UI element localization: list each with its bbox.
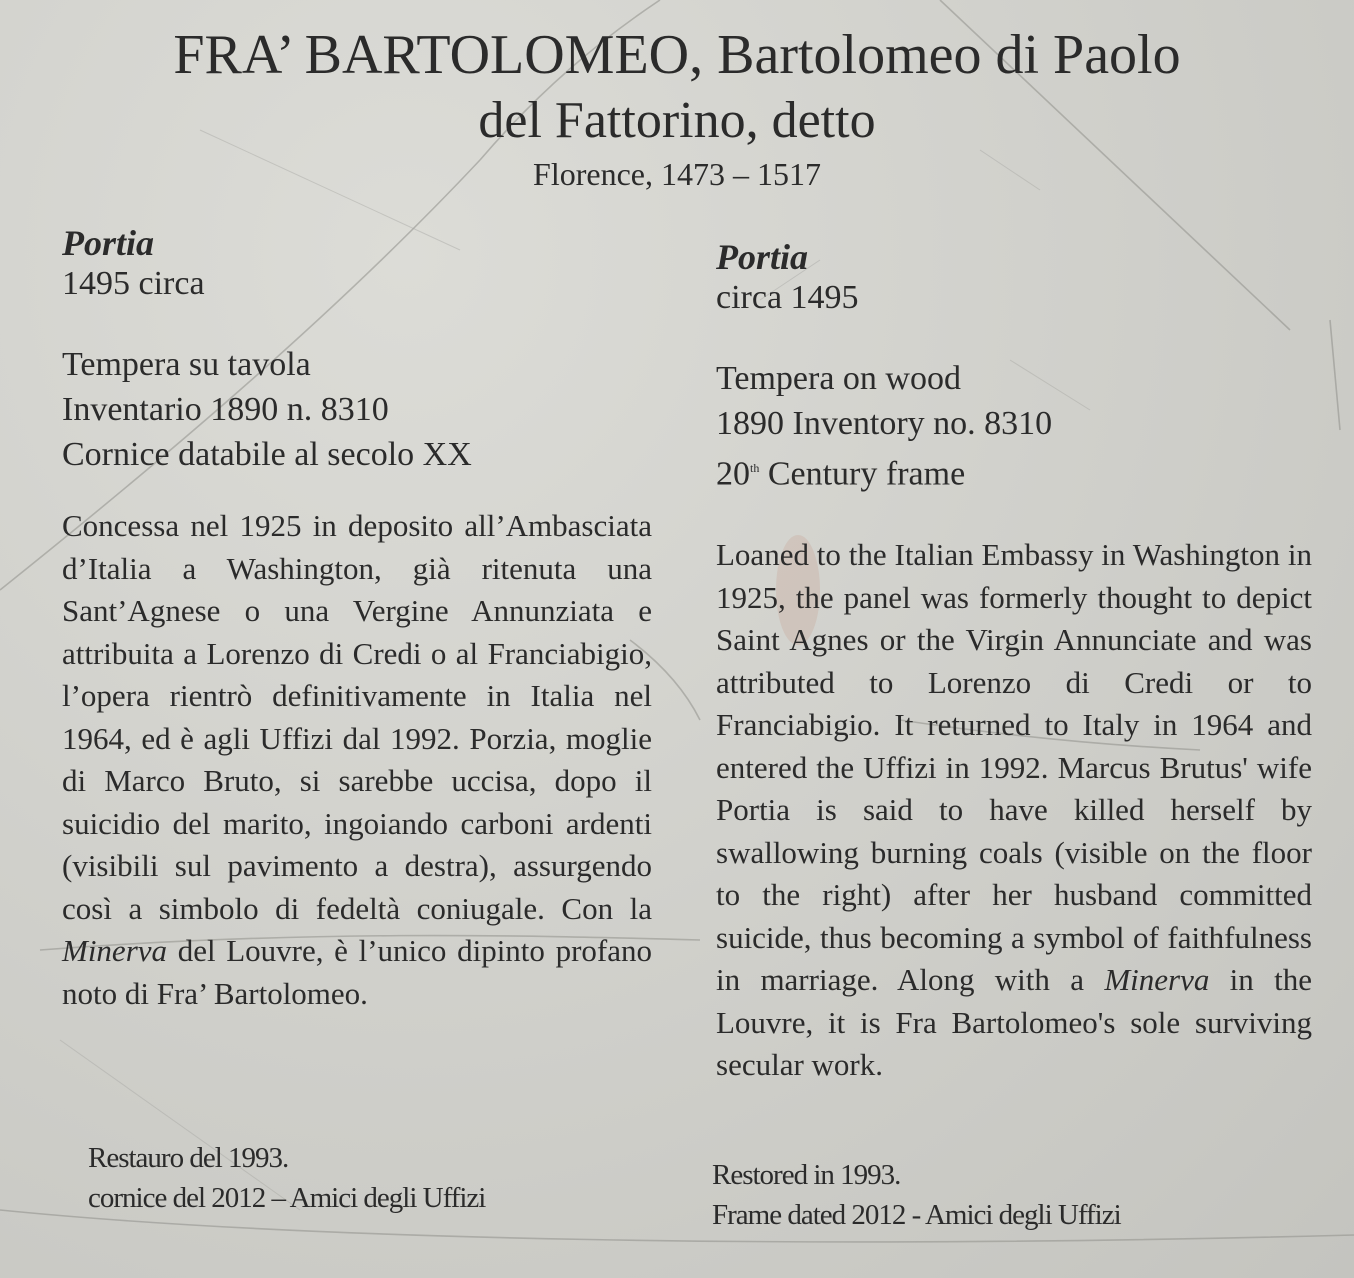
artist-name-rest: , Bartolomeo di Paolo <box>689 24 1181 86</box>
inventory-en: 1890 Inventory no. 8310 <box>716 405 1053 442</box>
description-en-part2: in the Louvre, it is Fra Bartolomeo's sole surviving secular work. <box>716 962 1312 1083</box>
frame-it: Cornice databile al secolo XX <box>62 436 472 473</box>
artist-birthplace-dates: Florence, 1473 – 1517 <box>533 156 821 192</box>
medium-it: Tempera su tavola <box>62 346 311 383</box>
artwork-title-it: Portia <box>62 223 155 263</box>
frame-en-text: Century frame <box>759 455 966 493</box>
artwork-meta-en <box>716 356 1312 496</box>
artist-name-line1 <box>0 22 1354 88</box>
description-it-emphasis: Minerva <box>62 933 168 968</box>
description-en <box>716 534 1312 1087</box>
artwork-title-en: Portia <box>716 237 809 277</box>
frame-en <box>716 446 1312 496</box>
artwork-date-it: 1495 circa <box>62 265 205 302</box>
frame-credit-en: Frame dated 2012 - Amici degli Uffizi <box>712 1199 1121 1231</box>
frame-credit-it: cornice del 2012 – Amici degli Uffizi <box>88 1182 486 1214</box>
restoration-en: Restored in 1993. <box>712 1159 901 1191</box>
italian-column <box>62 222 652 1015</box>
english-column <box>716 236 1312 1087</box>
medium-en: Tempera on wood <box>716 360 961 397</box>
inventory-it: Inventario 1890 n. 8310 <box>62 391 389 428</box>
description-en-part1: Loaned to the Italian Embassy in Washington in 1925, the panel was formerly thought to depict Saint Agnes or the Virgin Annunciate and was attributed to Lorenzo di Credi or to Franciabigio. It returned to Italy in 1964 and entered the Uffizi in 1992. Marcus Brutus' wife Portia is said to have killed herself by swallowing burning coals (visible on the floor to the right) after her husband committed suicide, thus becoming a symbol of faithfulness in marriage. Along with a <box>716 537 1312 998</box>
artwork-meta-it <box>62 342 652 477</box>
artwork-date-en: circa 1495 <box>716 279 859 316</box>
artist-name-line2: del Fattorino, detto <box>478 92 876 149</box>
artist-name-caps: FRA’ BARTOLOMEO <box>173 24 690 86</box>
footer-it <box>88 1138 485 1218</box>
description-it <box>62 505 652 1015</box>
artist-header <box>0 22 1354 193</box>
frame-en-suffix: th <box>750 461 760 475</box>
footer-en <box>712 1155 1121 1235</box>
restoration-it: Restauro del 1993. <box>88 1142 289 1174</box>
description-it-part2: del Louvre, è l’unico dipinto profano noto di Fra’ Bartolomeo. <box>62 933 652 1011</box>
description-en-emphasis: Minerva <box>1104 962 1210 998</box>
description-it-part1: Concessa nel 1925 in deposito all’Ambasciata d’Italia a Washington, già ritenuta una Sant’Agnese o una Vergine Annunziata e attribuita a Lorenzo di Credi o al Franciabigio, l’opera rientrò definitivamente in Italia nel 1964, ed è agli Uffizi dal 1992. Porzia, moglie di Marco Bruto, si sarebbe uccisa, dopo il suicidio del marito, ingoiando carboni ardenti (visibili sul pavimento a destra), assurgendo così a simbolo di fedeltà coniugale. Con la <box>62 508 652 926</box>
frame-en-number: 20 <box>716 455 750 493</box>
